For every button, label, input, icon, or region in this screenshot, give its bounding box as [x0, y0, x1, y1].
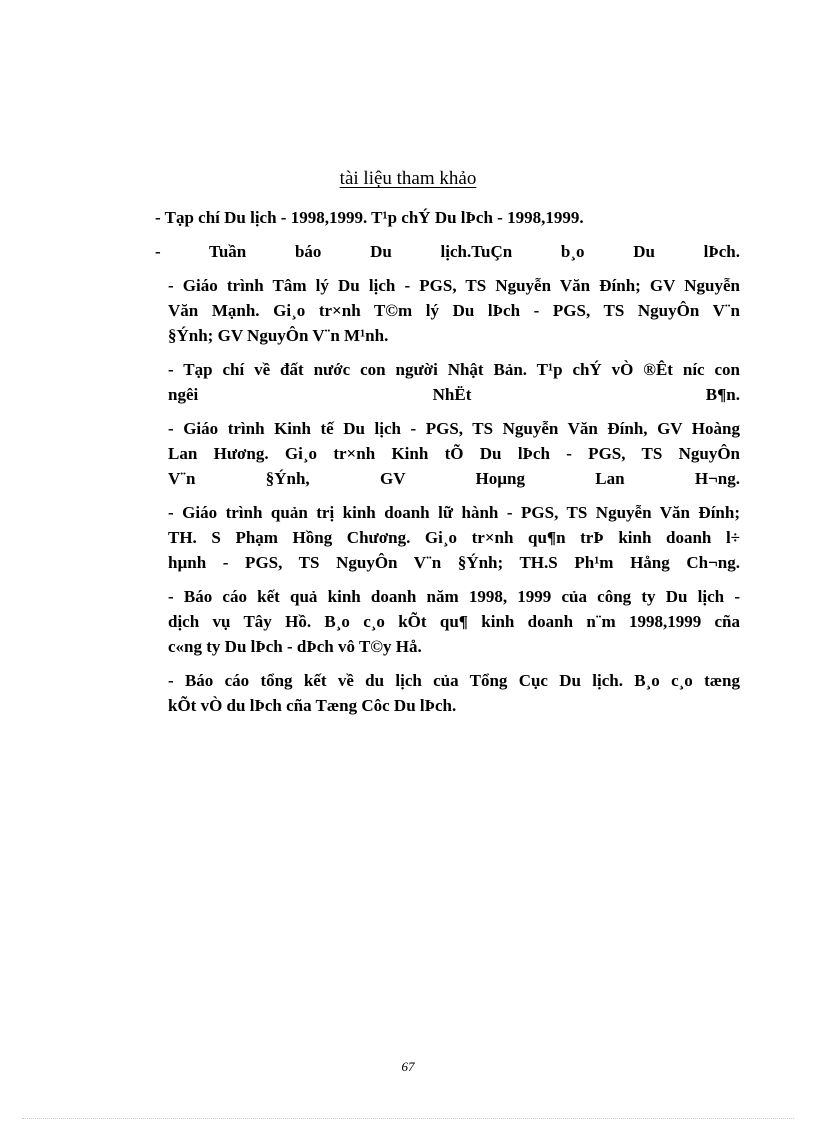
reference-line: c«ng ty Du lÞch - dÞch vô T©y Hå. [168, 637, 422, 656]
page-number: 67 [401, 1059, 415, 1074]
reference-line: §Ýnh; GV NguyÔn V¨n M¹nh. [168, 326, 389, 345]
page-bottom-divider [22, 1118, 794, 1119]
reference-line: Văn Mạnh. Gi¸o tr×nh T©m lý Du lÞch - PGS, TS NguyÔn V¨n [168, 301, 740, 320]
reference-item [155, 500, 740, 575]
reference-item [155, 273, 740, 348]
reference-line: hµnh - PGS, TS NguyÔn V¨n §Ýnh; TH.S Ph¹m Hång Ch¬ng. [168, 553, 740, 572]
references-heading [0, 168, 816, 190]
reference-line: - Báo cáo tổng kết về du lịch của Tổng Cục Du lịch. B¸o c¸o tæng [168, 671, 740, 690]
reference-line: dịch vụ Tây Hồ. B¸o c¸o kÕt qu¶ kinh doanh n¨m 1998,1999 cña [168, 612, 740, 631]
reference-line: ngêi NhËt B¶n. [168, 385, 740, 404]
reference-item [155, 205, 740, 230]
reference-line: Lan Hương. Gi¸o tr×nh Kinh tÕ Du lÞch - PGS, TS NguyÔn [168, 444, 740, 463]
reference-item [155, 416, 740, 491]
reference-line: - Tạp chí Du lịch - 1998,1999. T¹p chÝ Du lÞch - 1998,1999. [155, 208, 584, 227]
reference-item [155, 239, 740, 264]
reference-item [155, 668, 740, 718]
reference-line: kÕt vÒ du lÞch cña Tæng Côc Du lÞch. [168, 696, 457, 715]
references-list [155, 205, 740, 727]
reference-line: - Tạp chí về đất nước con người Nhật Bản. T¹p chÝ vÒ ®Êt níc con [168, 360, 740, 379]
reference-line: - Giáo trình Tâm lý Du lịch - PGS, TS Nguyễn Văn Đính; GV Nguyễn [168, 276, 740, 295]
reference-line: TH. S Phạm Hồng Chương. Gi¸o tr×nh qu¶n trÞ kinh doanh l÷ [168, 528, 740, 547]
reference-item [155, 357, 740, 407]
reference-line: - Báo cáo kết quả kinh doanh năm 1998, 1999 của công ty Du lịch - [168, 587, 740, 606]
reference-line: - Giáo trình Kinh tế Du lịch - PGS, TS Nguyễn Văn Đính, GV Hoàng [168, 419, 740, 438]
reference-line: - Tuần báo Du lịch.TuÇn b¸o Du lÞch. [155, 242, 740, 261]
reference-line: V¨n §Ýnh, GV Hoµng Lan H¬ng. [168, 469, 740, 488]
reference-item [155, 584, 740, 659]
reference-line: - Giáo trình quản trị kinh doanh lữ hành - PGS, TS Nguyễn Văn Đính; [168, 503, 740, 522]
references-heading-text: tài liệu tham khảo [339, 168, 477, 189]
